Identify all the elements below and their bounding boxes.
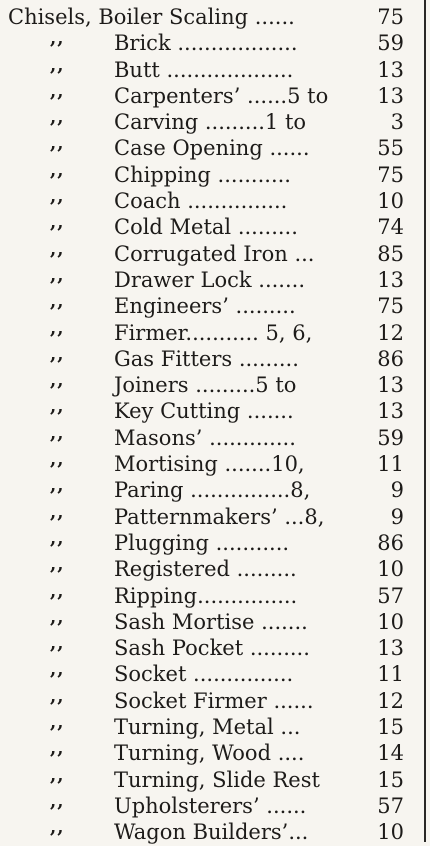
- entry-text: Upholsterers’ ......: [114, 793, 307, 818]
- entry-text: Socket ...............: [114, 662, 294, 687]
- index-list: [0, 4, 422, 846]
- entry-text: Sash Pocket .........: [114, 636, 310, 661]
- ditto-mark: ,,: [50, 712, 65, 734]
- ditto-mark: ,,: [50, 790, 65, 812]
- page-number: 86: [377, 530, 404, 555]
- ditto-mark: ,,: [50, 422, 65, 444]
- page-number: 15: [377, 767, 404, 792]
- entry-text: Drawer Lock .......: [114, 267, 305, 292]
- entry-text: Chipping ...........: [114, 162, 291, 187]
- ditto-mark: ,,: [50, 186, 65, 208]
- ditto-mark: ,,: [50, 659, 65, 681]
- entry-text: Turning, Wood ....: [114, 741, 305, 766]
- ditto-mark: ,,: [50, 527, 65, 549]
- page-number: 10: [377, 820, 404, 845]
- ditto-mark: ,,: [50, 396, 65, 418]
- ditto-mark: ,,: [50, 159, 65, 181]
- ditto-mark: ,,: [50, 343, 65, 365]
- ditto-mark: ,,: [50, 633, 65, 655]
- entry-text: Joiners .........5 to: [114, 373, 297, 398]
- page-number: 86: [377, 346, 404, 371]
- entry-text: Plugging ...........: [114, 530, 290, 555]
- entry-text: Wagon Builders’...: [114, 820, 309, 845]
- ditto-mark: ,,: [50, 554, 65, 576]
- page-number: 57: [377, 793, 404, 818]
- ditto-mark: ,,: [50, 685, 65, 707]
- page-number: 10: [377, 189, 404, 214]
- ditto-mark: ,,: [50, 738, 65, 760]
- ditto-mark: ,,: [50, 370, 65, 392]
- page-number: 12: [377, 688, 404, 713]
- entry-text: Engineers’ .........: [114, 294, 296, 319]
- ditto-mark: ,,: [50, 238, 65, 260]
- page-number: 9: [390, 478, 404, 503]
- page-number: 55: [377, 136, 404, 161]
- page-number: 13: [377, 399, 404, 424]
- ditto-mark: ,,: [50, 54, 65, 76]
- entry-text: Turning, Metal ...: [114, 715, 301, 740]
- page-number: 10: [377, 609, 404, 634]
- entry-text: Key Cutting .......: [114, 399, 294, 424]
- entry-text: Cold Metal .........: [114, 215, 298, 240]
- entry-text: Paring ...............8,: [114, 478, 311, 503]
- ditto-mark: ,,: [50, 317, 65, 339]
- entry-text: Turning, Slide Rest: [114, 767, 320, 792]
- page-number: 85: [377, 241, 404, 266]
- entry-text: Patternmakers’ ...8,: [114, 504, 325, 529]
- ditto-mark: ,,: [50, 28, 65, 50]
- ditto-mark: ,,: [50, 133, 65, 155]
- ditto-mark: ,,: [50, 764, 65, 786]
- page-number: 59: [377, 425, 404, 450]
- page-number: 74: [377, 215, 404, 240]
- page-edge-rule: [424, 0, 426, 842]
- page-number: 12: [377, 320, 404, 345]
- ditto-mark: ,,: [50, 291, 65, 313]
- page-number: 75: [377, 294, 404, 319]
- entry-text: Chisels, Boiler Scaling ......: [8, 5, 295, 29]
- entry-text: Case Opening ......: [114, 136, 310, 161]
- entry-text: Butt ...................: [114, 57, 294, 82]
- ditto-mark: ,,: [50, 580, 65, 602]
- ditto-mark: ,,: [50, 449, 65, 471]
- page-number: 10: [377, 557, 404, 582]
- entry-text: Coach ...............: [114, 189, 288, 214]
- page-number: 3: [390, 110, 404, 135]
- entry-text: Ripping...............: [114, 583, 298, 608]
- page-number: 13: [377, 267, 404, 292]
- entry-text: Socket Firmer ......: [114, 688, 314, 713]
- ditto-mark: ,,: [50, 264, 65, 286]
- page-number: 13: [377, 83, 404, 108]
- ditto-mark: ,,: [50, 501, 65, 523]
- entry-text: Mortising .......10,: [114, 452, 305, 477]
- page-number: 15: [377, 715, 404, 740]
- page-number: 11: [377, 452, 404, 477]
- page-number: 75: [377, 162, 404, 187]
- ditto-mark: ,,: [50, 212, 65, 234]
- page-number: 14: [377, 741, 404, 766]
- ditto-mark: ,,: [50, 107, 65, 129]
- entry-text: Carving .........1 to: [114, 110, 307, 135]
- entry-text: Corrugated Iron ...: [114, 241, 315, 266]
- entry-text: Sash Mortise .......: [114, 609, 308, 634]
- page-number: 57: [377, 583, 404, 608]
- page-number: 13: [377, 373, 404, 398]
- entry-text: Registered .........: [114, 557, 297, 582]
- page-number: 9: [390, 504, 404, 529]
- entry-text: Carpenters’ ......5 to: [114, 83, 329, 108]
- ditto-mark: ,,: [50, 817, 65, 839]
- ditto-mark: ,,: [50, 80, 65, 102]
- page-number: 11: [377, 662, 404, 687]
- ditto-mark: ,,: [50, 475, 65, 497]
- entry-text: Gas Fitters .........: [114, 346, 299, 371]
- page-number: 13: [377, 636, 404, 661]
- entry-text: Masons’ .............: [114, 425, 296, 450]
- page-number: 59: [377, 31, 404, 56]
- entry-text: Brick ..................: [114, 31, 298, 56]
- page-number: 13: [377, 57, 404, 82]
- ditto-mark: ,,: [50, 606, 65, 628]
- entry-text: Firmer........... 5, 6,: [114, 320, 313, 345]
- page-number: 75: [377, 5, 404, 29]
